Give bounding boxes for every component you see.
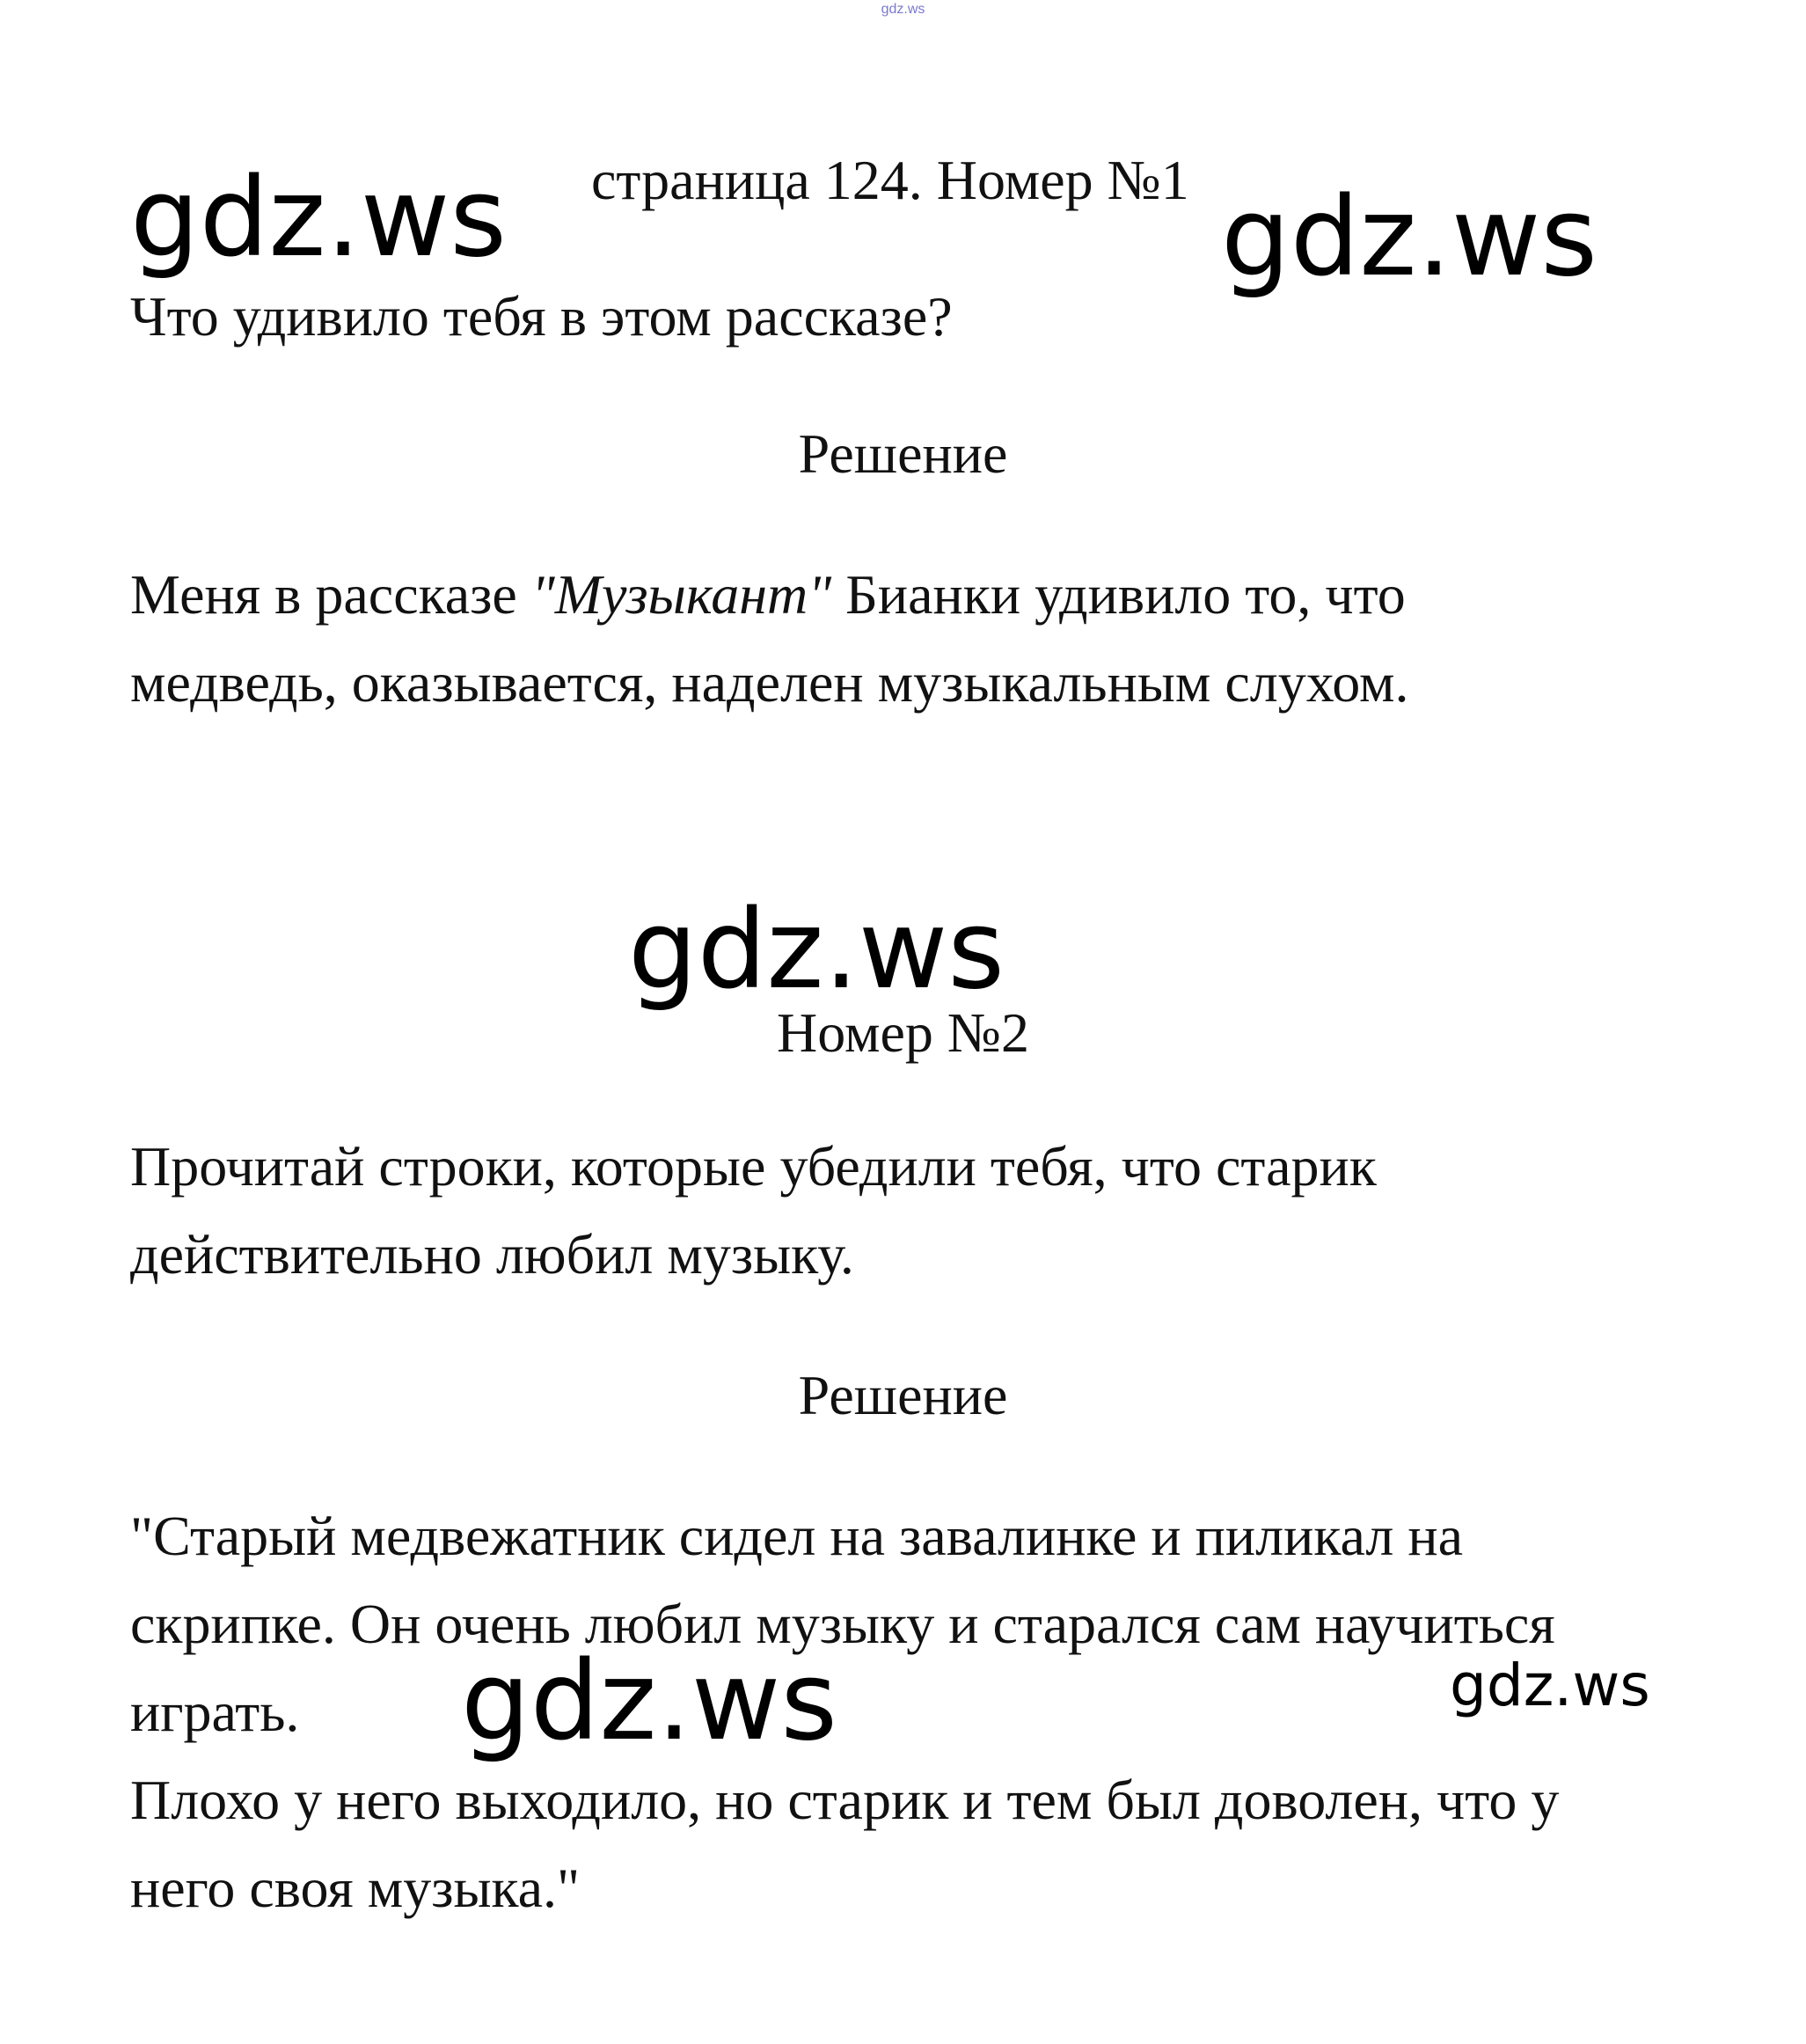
task1-answer-line <box>130 551 1406 639</box>
watermark-logo: gdz.ws <box>130 155 507 282</box>
watermark-logo: gdz.ws <box>1450 1652 1650 1719</box>
task2-heading: Номер №2 <box>777 1001 1029 1064</box>
task2-solution-heading: Решение <box>798 1364 1008 1426</box>
watermark-logo: gdz.ws <box>461 1638 837 1765</box>
task1-answer-suffix: Бианки удивило то, что <box>831 563 1406 626</box>
top-watermark: gdz.ws <box>881 2 925 17</box>
task2-answer-line: Плохо у него выходило, но старик и тем был доволен, что у <box>130 1769 1560 1831</box>
task1-answer-title: "Музыкант" <box>530 563 832 626</box>
task1-solution-heading: Решение <box>798 422 1008 485</box>
task1-answer-prefix: Меня в рассказе <box>130 563 531 626</box>
page-title: страница 124. Номер №1 <box>591 149 1189 211</box>
task1-question: Что удивило тебя в этом рассказе? <box>130 285 953 348</box>
watermark-logo: gdz.ws <box>628 887 1005 1014</box>
task2-question-line: действительно любил музыку. <box>130 1223 854 1286</box>
task2-answer-line: него своя музыка." <box>130 1857 581 1919</box>
task2-answer-line: скрипке. Он очень любил музыку и старался сам научиться <box>130 1593 1555 1655</box>
task1-answer-line: медведь, оказывается, наделен музыкальным слухом. <box>130 651 1409 714</box>
watermark-logo: gdz.ws <box>1221 174 1598 301</box>
task2-answer-line: "Старый медвежатник сидел на завалинке и пиликал на <box>130 1505 1463 1567</box>
task2-answer-line: играть. <box>130 1681 300 1743</box>
task2-question-line: Прочитай строки, которые убедили тебя, что старик <box>130 1135 1377 1198</box>
